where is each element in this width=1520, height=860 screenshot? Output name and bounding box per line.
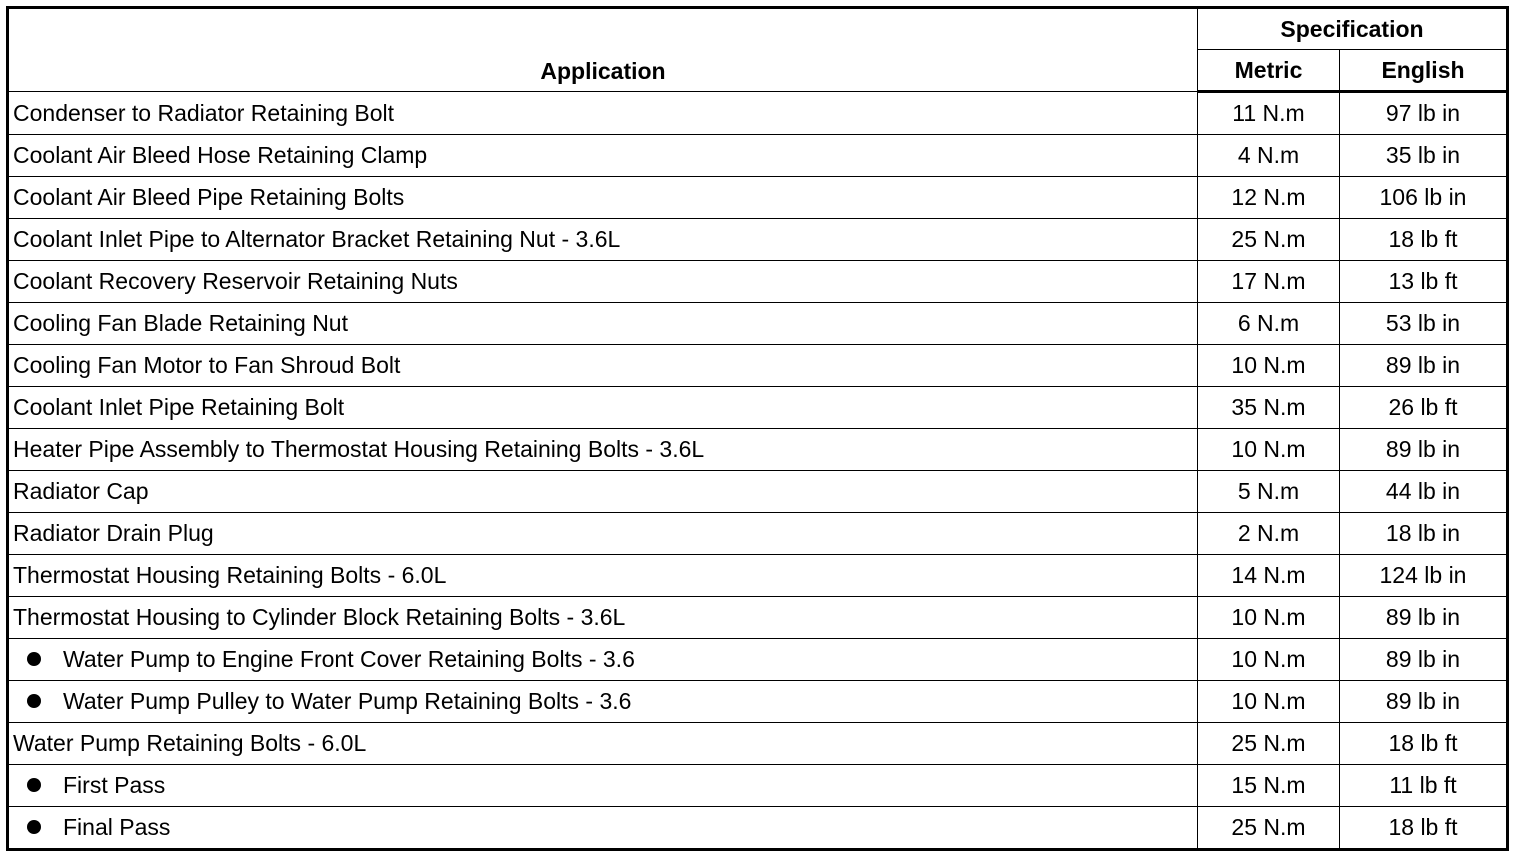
metric-value-cell: 5 N.m: [1198, 471, 1340, 513]
metric-value-cell: 10 N.m: [1198, 639, 1340, 681]
application-cell: [8, 345, 1198, 387]
english-value-cell: 11 lb ft: [1340, 765, 1508, 807]
metric-value-cell: 15 N.m: [1198, 765, 1340, 807]
english-value-cell: 53 lb in: [1340, 303, 1508, 345]
english-value-cell: 18 lb ft: [1340, 723, 1508, 765]
application-cell: [8, 261, 1198, 303]
bullet-icon: [27, 652, 41, 666]
metric-value-cell: 14 N.m: [1198, 555, 1340, 597]
table-row: [8, 219, 1508, 261]
application-text: Coolant Inlet Pipe Retaining Bolt: [13, 394, 345, 420]
metric-value-cell: 11 N.m: [1198, 92, 1340, 135]
header-row-top: [8, 8, 1508, 50]
application-cell: [8, 471, 1198, 513]
english-column-header: English: [1340, 50, 1508, 92]
english-value-cell: 89 lb in: [1340, 345, 1508, 387]
specification-column-header: Specification: [1198, 8, 1508, 50]
application-cell: [8, 555, 1198, 597]
table-row: [8, 765, 1508, 807]
english-value-cell: 18 lb ft: [1340, 219, 1508, 261]
metric-value-cell: 2 N.m: [1198, 513, 1340, 555]
application-cell: [8, 723, 1198, 765]
english-value-cell: 89 lb in: [1340, 639, 1508, 681]
application-text: Coolant Inlet Pipe to Alternator Bracket Retaining Nut - 3.6L: [13, 226, 621, 252]
application-text: Water Pump to Engine Front Cover Retaining Bolts - 3.6: [63, 646, 635, 672]
application-cell: [8, 177, 1198, 219]
metric-value-cell: 6 N.m: [1198, 303, 1340, 345]
table-row: [8, 345, 1508, 387]
english-value-cell: 106 lb in: [1340, 177, 1508, 219]
table-row: [8, 135, 1508, 177]
english-value-cell: 44 lb in: [1340, 471, 1508, 513]
application-cell: [8, 92, 1198, 135]
bullet-icon: [27, 820, 41, 834]
bullet-icon: [27, 694, 41, 708]
metric-value-cell: 35 N.m: [1198, 387, 1340, 429]
table-body: [8, 92, 1508, 850]
application-cell: [8, 639, 1198, 681]
application-text: Water Pump Pulley to Water Pump Retaining Bolts - 3.6: [63, 688, 632, 714]
bullet-icon: [27, 778, 41, 792]
metric-value-cell: 10 N.m: [1198, 429, 1340, 471]
english-value-cell: 124 lb in: [1340, 555, 1508, 597]
metric-value-cell: 25 N.m: [1198, 723, 1340, 765]
application-cell: [8, 765, 1198, 807]
application-cell: [8, 219, 1198, 261]
application-cell: [8, 681, 1198, 723]
application-text: Final Pass: [63, 814, 171, 840]
table-row: [8, 177, 1508, 219]
application-text: Cooling Fan Blade Retaining Nut: [13, 310, 348, 336]
application-text: Condenser to Radiator Retaining Bolt: [13, 99, 395, 126]
application-text: Thermostat Housing Retaining Bolts - 6.0L: [13, 562, 447, 588]
torque-specification-table: [6, 6, 1509, 851]
application-text: Radiator Cap: [13, 478, 149, 504]
metric-value-cell: 10 N.m: [1198, 681, 1340, 723]
metric-value-cell: 25 N.m: [1198, 219, 1340, 261]
application-text: Water Pump Retaining Bolts - 6.0L: [13, 730, 367, 756]
english-value-cell: 13 lb ft: [1340, 261, 1508, 303]
application-cell: [8, 429, 1198, 471]
application-text: Coolant Air Bleed Hose Retaining Clamp: [13, 142, 428, 168]
application-text: First Pass: [63, 772, 166, 798]
application-cell: [8, 597, 1198, 639]
application-text: Heater Pipe Assembly to Thermostat Housing Retaining Bolts - 3.6L: [13, 436, 705, 462]
english-value-cell: 26 lb ft: [1340, 387, 1508, 429]
metric-value-cell: 17 N.m: [1198, 261, 1340, 303]
metric-column-header: Metric: [1198, 50, 1340, 92]
application-text: Coolant Recovery Reservoir Retaining Nuts: [13, 268, 458, 294]
metric-value-cell: 25 N.m: [1198, 807, 1340, 850]
english-value-cell: 18 lb in: [1340, 513, 1508, 555]
english-value-cell: 35 lb in: [1340, 135, 1508, 177]
table-row: [8, 92, 1508, 135]
english-value-cell: 89 lb in: [1340, 681, 1508, 723]
application-cell: [8, 513, 1198, 555]
application-cell: [8, 807, 1198, 850]
table-row: [8, 303, 1508, 345]
application-text: Radiator Drain Plug: [13, 520, 214, 546]
metric-value-cell: 10 N.m: [1198, 345, 1340, 387]
english-value-cell: 97 lb in: [1340, 92, 1508, 135]
table-row: [8, 807, 1508, 850]
metric-value-cell: 12 N.m: [1198, 177, 1340, 219]
table-row: [8, 387, 1508, 429]
table-row: [8, 513, 1508, 555]
table-header: [8, 8, 1508, 92]
application-text: Coolant Air Bleed Pipe Retaining Bolts: [13, 184, 405, 210]
english-value-cell: 18 lb ft: [1340, 807, 1508, 850]
application-text: Thermostat Housing to Cylinder Block Retaining Bolts - 3.6L: [13, 604, 626, 630]
english-value-cell: 89 lb in: [1340, 597, 1508, 639]
application-cell: [8, 303, 1198, 345]
table-row: [8, 555, 1508, 597]
application-cell: [8, 135, 1198, 177]
english-value-cell: 89 lb in: [1340, 429, 1508, 471]
metric-value-cell: 10 N.m: [1198, 597, 1340, 639]
application-text: Cooling Fan Motor to Fan Shroud Bolt: [13, 352, 401, 378]
application-cell: [8, 387, 1198, 429]
table-row: [8, 723, 1508, 765]
table-row: [8, 597, 1508, 639]
table-row: [8, 429, 1508, 471]
table-row: [8, 681, 1508, 723]
application-column-header: Application: [8, 8, 1198, 92]
table-row: [8, 261, 1508, 303]
table-row: [8, 471, 1508, 513]
metric-value-cell: 4 N.m: [1198, 135, 1340, 177]
table-row: [8, 639, 1508, 681]
